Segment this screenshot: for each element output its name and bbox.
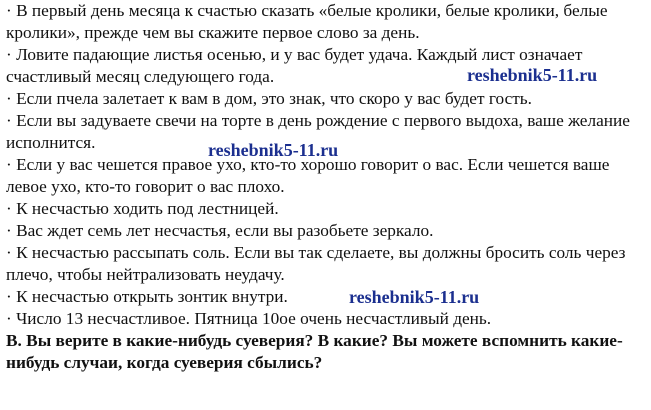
list-item: · К несчастью открыть зонтик внутри.: [6, 287, 288, 306]
list-item: · Если вы задуваете свечи на торте в день рождение с первого выдоха, ваше желание исполнится.: [6, 111, 630, 152]
superstitions-list: [6, 0, 647, 330]
list-item: · К несчастью ходить под лестницей.: [6, 199, 279, 218]
list-item: · К несчастью рассыпать соль. Если вы так сделаете, вы должны бросить соль через плечо, чтобы нейтрализовать неудачу.: [6, 243, 626, 284]
list-item: · Число 13 несчастливое. Пятница 10ое очень несчастливый день.: [6, 309, 492, 328]
list-item: · Если пчела залетает к вам в дом, это знак, что скоро у вас будет гость.: [6, 89, 532, 108]
watermark-text: reshebnik5-11.ru: [467, 65, 598, 85]
question-heading: B. Вы верите в какие-нибудь суеверия? В какие? Вы можете вспомнить какие-нибудь случаи, когда суеверия сбылись?: [6, 331, 623, 372]
list-item: · Если у вас чешется правое ухо, кто-то хорошо говорит о вас. Если чешется ваше левое ухо, кто-то говорит о вас плохо.: [6, 155, 610, 196]
list-item: · Вас ждет семь лет несчастья, если вы разобьете зеркало.: [6, 221, 434, 240]
watermark-text: reshebnik5-11.ru: [208, 140, 339, 160]
watermark-text: reshebnik5-11.ru: [349, 287, 480, 307]
list-item: · Ловите падающие листья осенью, и у вас будет удача. Каждый лист означает счастливый месяц следующего года.: [6, 45, 583, 86]
list-item: · В первый день месяца к счастью сказать «белые кролики, белые кролики, белые кролики», прежде чем вы скажите первое слово за день.: [6, 1, 608, 42]
